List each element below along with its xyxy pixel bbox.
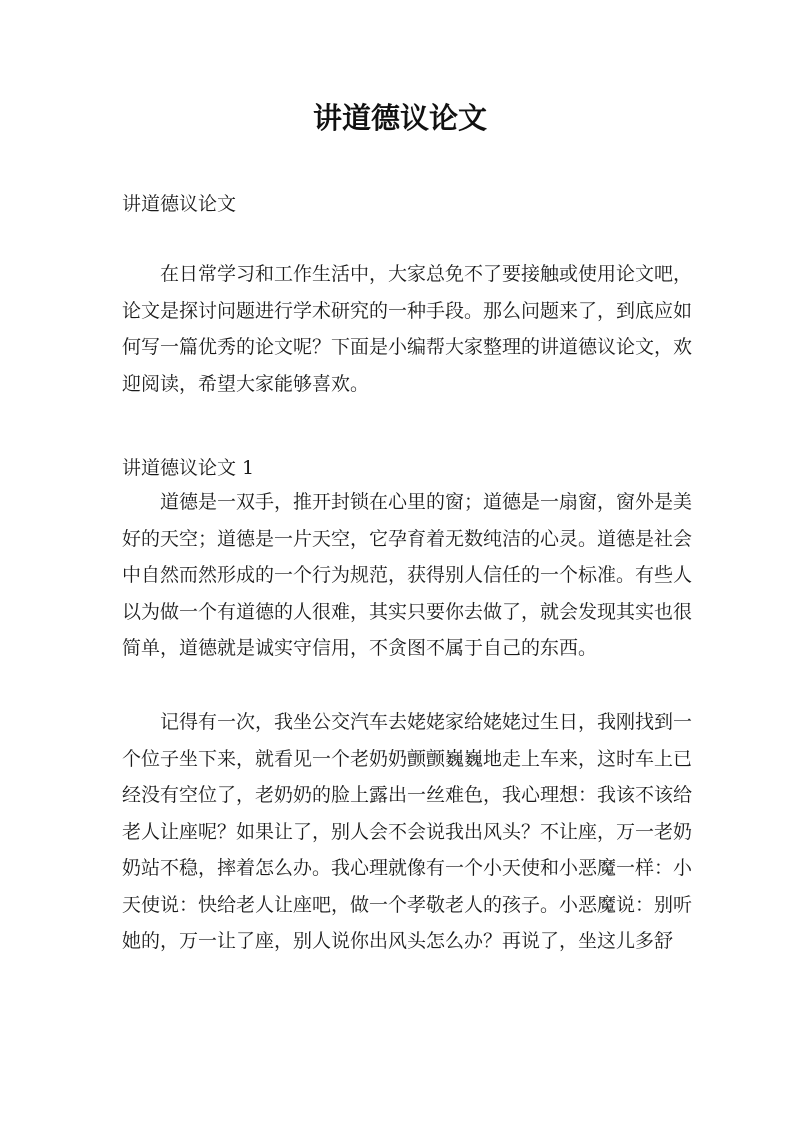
document-title: 讲道德议论文 [312,101,487,135]
section-heading: 讲道德议论文 1 [122,457,255,479]
body-paragraph-2: 记得有一次，我坐公交汽车去姥姥家给姥姥过生日，我刚找到一个位子坐下来，就看见一个老奶奶颤颤巍巍地走上车来，这时车上已经没有空位了，老奶奶的脸上露出一丝难色，我心理想：我该不该给老人让座呢？如果让了，别人会不会说我出风头？不让座，万一老奶奶站不稳，摔着怎么办。我心理就像有一个小天使和小恶魔一样：小天使说：快给老人让座吧，做一个孝敬老人的孩子。小恶魔说：别听她的，万一让了座，别人说你出风头怎么办？再说了，坐这儿多舒 [122,711,693,952]
intro-paragraph: 在日常学习和工作生活中，大家总免不了要接触或使用论文吧，论文是探讨问题进行学术研究的一种手段。那么问题来了，到底应如何写一篇优秀的论文呢？下面是小编帮大家整理的讲道德议论文，欢迎阅读，希望大家能够喜欢。 [122,263,693,395]
body-paragraph-1: 道德是一双手，推开封锁在心里的窗；道德是一扇窗，窗外是美好的天空；道德是一片天空，它孕育着无数纯洁的心灵。道德是社会中自然而然形成的一个行为规范，获得别人信任的一个标准。有些人以为做一个有道德的人很难，其实只要你去做了，就会发现其实也很简单，道德就是诚实守信用，不贪图不属于自己的东西。 [122,491,693,659]
document-subtitle: 讲道德议论文 [122,193,237,215]
